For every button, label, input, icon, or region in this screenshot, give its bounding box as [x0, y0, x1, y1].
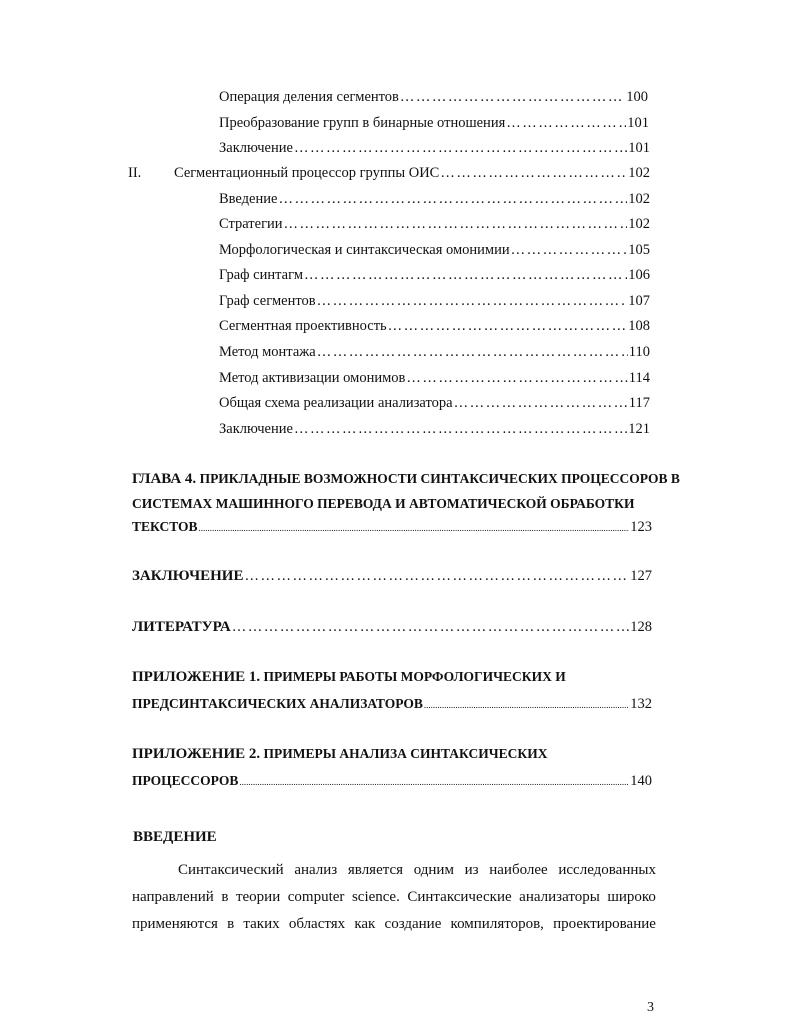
toc-entry-title: Метод активизации омонимов — [219, 370, 406, 386]
toc-entry[interactable] — [219, 266, 650, 284]
toc-leader-dots — [232, 618, 630, 636]
toc-appendix1-line2[interactable] — [132, 695, 652, 713]
toc-entry-page: 127 — [630, 568, 652, 584]
toc-entry-title: Заключение — [219, 140, 293, 156]
toc-entry-title: ЗАКЛЮЧЕНИЕ — [132, 568, 244, 584]
toc-appendix-title-part: ПРИМЕРЫ РАБОТЫ МОРФОЛОГИЧЕСКИХ И — [263, 669, 566, 684]
toc-entry-page: 105 — [628, 242, 650, 258]
intro-heading: ВВЕДЕНИЕ — [133, 829, 217, 845]
toc-entry-title: Метод монтажа — [219, 344, 316, 360]
toc-entry-page: 102 — [628, 191, 650, 207]
toc-entry-page: 100 — [626, 89, 648, 105]
intro-line-1 — [132, 861, 656, 879]
toc-entry[interactable] — [219, 292, 650, 310]
intro-line-2 — [132, 888, 656, 906]
toc-entry[interactable] — [219, 190, 650, 208]
toc-appendix-prefix: ПРИЛОЖЕНИЕ 1. — [132, 669, 261, 685]
toc-leader-dots — [284, 215, 628, 233]
toc-chapter4-line1[interactable] — [132, 465, 680, 493]
intro-word: из — [464, 862, 479, 878]
toc-appendix-title-part: ПРИМЕРЫ АНАЛИЗА СИНТАКСИЧЕСКИХ — [263, 746, 548, 761]
toc-leader-dots — [388, 317, 628, 335]
toc-entry[interactable] — [219, 88, 648, 106]
intro-word: в — [227, 916, 235, 932]
intro-word: является — [347, 862, 404, 878]
toc-leader-dots — [294, 139, 627, 157]
toc-entry-title: Заключение — [219, 421, 293, 437]
toc-entry-title: Граф синтагм — [219, 267, 304, 283]
toc-leader-dots — [454, 394, 628, 412]
toc-entry-title: Общая схема реализации анализатора — [219, 395, 453, 411]
toc-entry[interactable] — [219, 317, 650, 335]
toc-leader-dots — [317, 343, 628, 361]
toc-appendix2-line1[interactable] — [132, 740, 652, 768]
intro-word: широко — [607, 889, 656, 905]
toc-leader-dots — [511, 241, 628, 259]
intro-word: Синтаксический — [178, 862, 284, 878]
toc-entry[interactable] — [219, 343, 650, 361]
intro-word: анализаторы — [519, 889, 600, 905]
intro-word: анализ — [294, 862, 338, 878]
toc-appendix-title-part: ПРЕДСИНТАКСИЧЕСКИХ АНАЛИЗАТОРОВ — [132, 696, 423, 711]
toc-chapter4-line2 — [132, 490, 652, 517]
toc-entry-page: 114 — [628, 370, 650, 386]
intro-word: компиляторов, — [450, 916, 544, 932]
toc-chapter-title-part: ТЕКСТОВ — [132, 519, 198, 534]
toc-entry-page: 140 — [630, 773, 652, 789]
intro-word: теории — [235, 889, 281, 905]
toc-entry-page: 102 — [628, 165, 650, 181]
toc-entry-title: Сегментная проективность — [219, 318, 387, 334]
toc-entry-title: Операция деления сегментов — [219, 89, 399, 105]
intro-line-3 — [132, 915, 656, 933]
toc-appendix-prefix: ПРИЛОЖЕНИЕ 2. — [132, 746, 261, 762]
toc-entry-page: 132 — [630, 696, 652, 712]
toc-entry[interactable] — [219, 394, 650, 412]
toc-entry-title: Морфологическая и синтаксическая омонимии — [219, 242, 510, 258]
toc-conclusion[interactable] — [132, 567, 652, 585]
toc-leader-dots — [424, 696, 629, 714]
toc-leader-dots — [304, 266, 627, 284]
toc-leader-dots — [406, 369, 627, 387]
toc-literature[interactable] — [132, 618, 652, 636]
toc-leader-dots — [400, 88, 625, 106]
intro-word: исследованных — [558, 862, 656, 878]
toc-entry-page: 106 — [628, 267, 650, 283]
toc-entry-title: Сегментационный процессор группы ОИС — [174, 165, 440, 181]
toc-entry-page: 110 — [628, 344, 650, 360]
intro-word: в — [221, 889, 229, 905]
toc-entry[interactable] — [219, 241, 650, 259]
toc-entry-page: 101 — [627, 115, 649, 131]
toc-entry-title: Преобразование групп в бинарные отношения — [219, 115, 506, 131]
toc-entry-page: 101 — [628, 140, 650, 156]
toc-entry[interactable] — [219, 139, 650, 157]
intro-word: проектирование — [553, 916, 656, 932]
intro-word: направлений — [132, 889, 214, 905]
toc-entry-page: 108 — [628, 318, 650, 334]
intro-word: наиболее — [489, 862, 548, 878]
toc-entry-page: 121 — [628, 421, 650, 437]
page-number: 3 — [647, 1000, 654, 1015]
toc-entry-page: 128 — [630, 619, 652, 635]
toc-leader-dots — [278, 190, 627, 208]
intro-word: как — [354, 916, 376, 932]
toc-leader-dots — [199, 519, 630, 537]
toc-entry[interactable] — [219, 369, 650, 387]
toc-entry[interactable] — [219, 215, 650, 233]
toc-entry-title: Граф сегментов — [219, 293, 316, 309]
toc-appendix2-line2[interactable] — [132, 772, 652, 790]
intro-word: таких — [243, 916, 280, 932]
toc-leader-dots — [244, 567, 629, 585]
toc-leader-dots — [294, 420, 627, 438]
intro-word: применяются — [132, 916, 218, 932]
toc-chapter-title-part: ПРИКЛАДНЫЕ ВОЗМОЖНОСТИ СИНТАКСИЧЕСКИХ ПРОЦЕССОРОВ В — [199, 471, 680, 486]
toc-leader-dots — [239, 773, 629, 791]
intro-word: создание — [384, 916, 442, 932]
toc-appendix-title-part: ПРОЦЕССОРОВ — [132, 773, 239, 788]
intro-word: computer — [287, 889, 345, 905]
toc-entry-title: ЛИТЕРАТУРА — [132, 619, 231, 635]
toc-leader-dots — [317, 292, 628, 310]
toc-section-number: II. — [128, 165, 142, 181]
toc-entry-page: 107 — [628, 293, 650, 309]
toc-leader-dots — [506, 114, 626, 132]
toc-chapter-title-part: СИСТЕМАХ МАШИННОГО ПЕРЕВОДА И АВТОМАТИЧЕСКОЙ ОБРАБОТКИ — [132, 496, 635, 511]
toc-entry[interactable] — [219, 114, 649, 132]
intro-word: science. — [351, 889, 400, 905]
toc-entry-page: 117 — [628, 395, 650, 411]
toc-chapter-prefix: ГЛАВА 4. — [132, 471, 197, 487]
toc-entry[interactable] — [219, 420, 650, 438]
toc-entry-title: Введение — [219, 191, 278, 207]
intro-word: областях — [288, 916, 346, 932]
intro-word: Синтаксические — [407, 889, 512, 905]
toc-entry-page: 123 — [630, 519, 652, 535]
toc-appendix1-line1[interactable] — [132, 663, 652, 691]
toc-section-entry[interactable] — [128, 164, 650, 182]
toc-entry-page: 102 — [628, 216, 650, 232]
toc-chapter4-line3[interactable] — [132, 518, 652, 536]
intro-word: одним — [413, 862, 454, 878]
toc-leader-dots — [440, 164, 627, 182]
toc-entry-title: Стратегии — [219, 216, 283, 232]
